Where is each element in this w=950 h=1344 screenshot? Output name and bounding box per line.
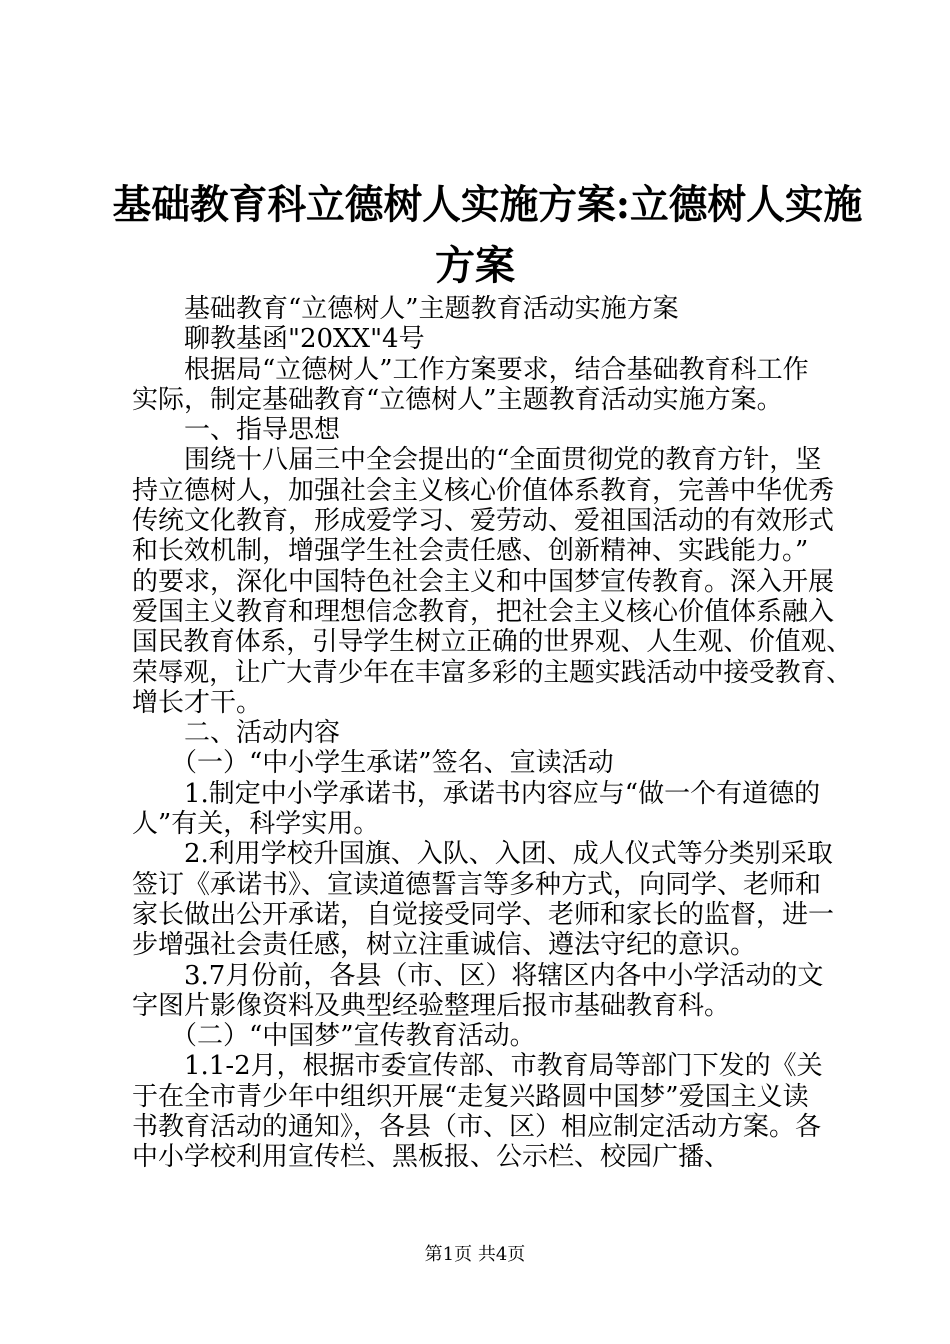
body-line: 一、指导思想	[132, 415, 341, 446]
body-line: 基础教育“立德树人”主题教育活动实施方案	[132, 294, 679, 324]
body-line: 国民教育体系，引导学生树立正确的世界观、人生观、价值观、	[132, 627, 853, 658]
body-line: 围绕十八届三中全会提出的“全面贯彻党的教育方针，坚	[132, 445, 822, 476]
document-title-line-1: 基础教育科立德树人实施方案:立德树人实施	[112, 181, 863, 228]
body-line: 书教育活动的通知》，各县（市、区）相应制定活动方案。各	[132, 1112, 822, 1143]
body-line: 实际，制定基础教育“立德树人”主题教育活动实施方案。	[132, 384, 783, 415]
body-line: 二、活动内容	[132, 718, 341, 749]
body-line: 2.利用学校升国旗、入队、入团、成人仪式等分类别采取	[132, 839, 833, 870]
body-line: 荣辱观，让广大青少年在丰富多彩的主题实践活动中接受教育、	[132, 657, 853, 688]
body-line: 的要求，深化中国特色社会主义和中国梦宣传教育。深入开展	[132, 566, 835, 597]
body-line: 家长做出公开承诺，自觉接受同学、老师和家长的监督，进一	[132, 899, 835, 930]
body-line: 中小学校利用宣传栏、黑板报、公示栏、校园广播、	[132, 1142, 731, 1173]
body-line: （二）“中国梦”宣传教育活动。	[132, 1021, 536, 1052]
body-line: 1.1-2月，根据市委宣传部、市教育局等部门下发的《关	[132, 1051, 823, 1082]
body-line: 爱国主义教育和理想信念教育，把社会主义核心价值体系融入	[132, 596, 835, 627]
body-line: 人”有关，科学实用。	[132, 809, 380, 840]
body-line: 于在全市青少年中组织开展“走复兴路圆中国梦”爱国主义读	[132, 1081, 809, 1112]
body-line: （一）“中小学生承诺”签名、宣读活动	[132, 748, 614, 779]
document-body	[132, 294, 852, 1173]
body-line: 增长才干。	[132, 687, 263, 718]
body-line: 持立德树人，加强社会主义核心价值体系教育，完善中华优秀	[132, 475, 835, 506]
body-line: 1.制定中小学承诺书，承诺书内容应与“做一个有道德的	[132, 778, 821, 809]
body-line: 聊教基函"20XX"4号	[132, 324, 425, 355]
body-line: 传统文化教育，形成爱学习、爱劳动、爱祖国活动的有效形式	[132, 506, 835, 537]
body-line: 步增强社会责任感，树立注重诚信、遵法守纪的意识。	[132, 930, 757, 961]
body-line: 签订《承诺书》、宣读道德誓言等多种方式，向同学、老师和	[132, 869, 822, 900]
body-line: 字图片影像资料及典型经验整理后报市基础教育科。	[132, 990, 731, 1021]
page-footer: 第1页 共4页	[424, 1244, 526, 1265]
document-title-line-2: 方案	[435, 242, 515, 289]
body-line: 和长效机制，增强学生社会责任感、创新精神、实践能力。”	[132, 536, 809, 567]
body-line: 3.7月份前，各县（市、区）将辖区内各中小学活动的文	[132, 960, 824, 991]
body-line: 根据局“立德树人”工作方案要求，结合基础教育科工作	[132, 354, 809, 385]
